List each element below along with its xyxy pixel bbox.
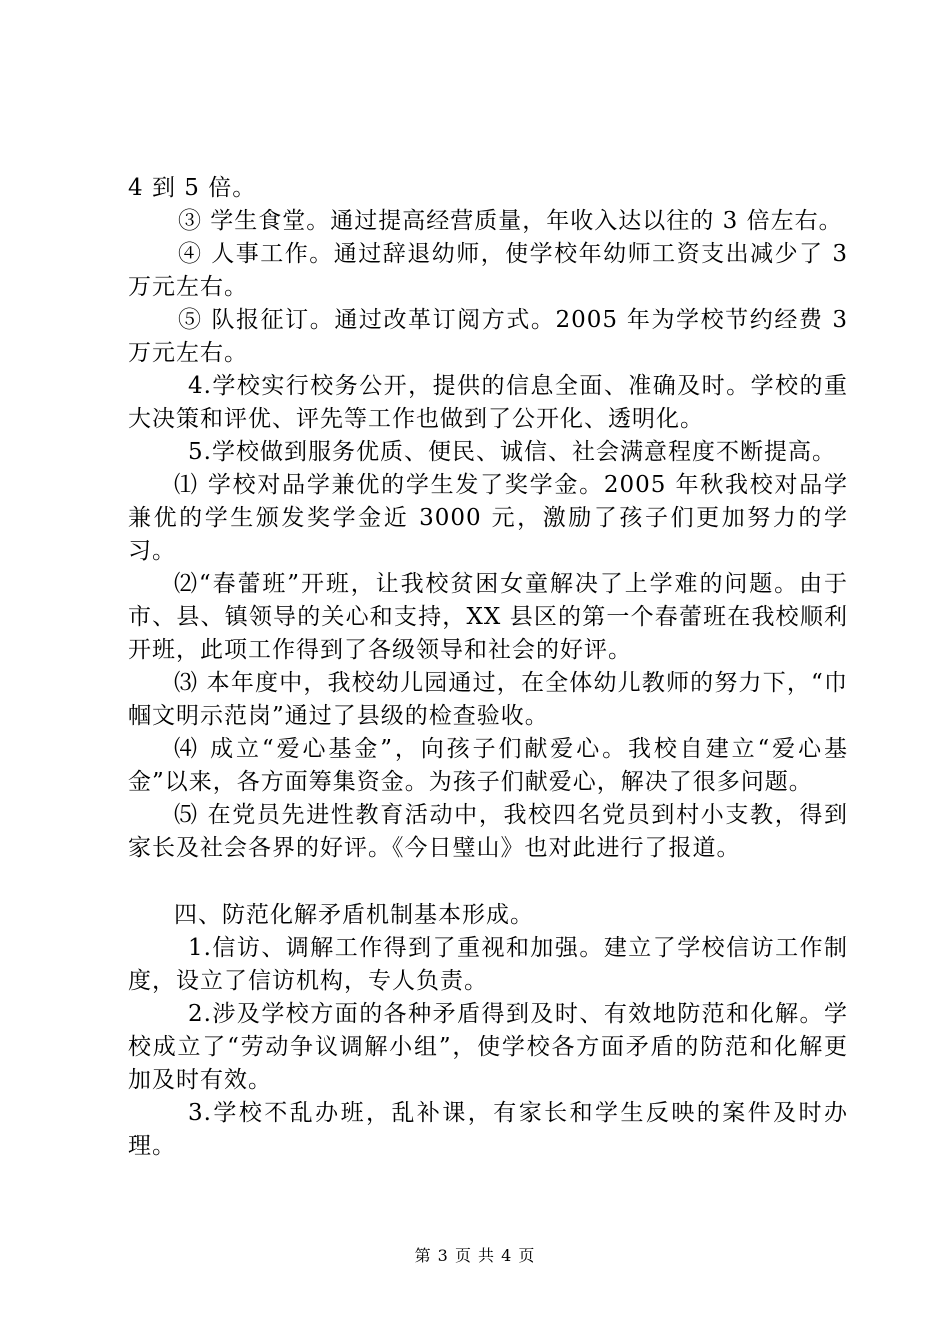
paragraph-sub-1: ⑴ 学校对品学兼优的学生发了奖学金。2005 年秋我校对品学兼优的学生颁发奖学金近 3000 元，激励了孩子们更加努力的学习。 xyxy=(128,472,848,564)
section-item-3: 3.学校不乱办班，乱补课，有家长和学生反映的案件及时办理。 xyxy=(128,1100,848,1159)
section-spacer xyxy=(128,865,848,899)
section-item-2: 2.涉及学校方面的各种矛盾得到及时、有效地防范和化解。学校成立了“劳动争议调解小组”，使学校各方面矛盾的防范和化解更加及时有效。 xyxy=(128,1001,848,1093)
paragraph-sub-2: ⑵“春蕾班”开班，让我校贫困女童解决了上学难的问题。由于市、县、镇领导的关心和支持，XX 县区的第一个春蕾班在我校顺利开班，此项工作得到了各级领导和社会的好评。 xyxy=(128,571,848,663)
paragraph-point-4: 4.学校实行校务公开，提供的信息全面、准确及时。学校的重大决策和评优、评先等工作也做到了公开化、透明化。 xyxy=(128,373,848,432)
paragraph-continuation: 4 到 5 倍。 xyxy=(128,175,257,201)
paragraph-point-5: 5.学校做到服务优质、便民、诚信、社会满意程度不断提高。 xyxy=(188,439,836,465)
section-heading: 四、防范化解矛盾机制基本形成。 xyxy=(174,902,534,928)
paragraph-sub-5: ⑸ 在党员先进性教育活动中，我校四名党员到村小支教，得到家长及社会各界的好评。《今日璧山》也对此进行了报道。 xyxy=(128,802,848,861)
page-footer xyxy=(0,1243,950,1266)
document-body xyxy=(128,172,848,1163)
paragraph-sub-4: ⑷ 成立“爱心基金”，向孩子们献爱心。我校自建立“爱心基金”以来，各方面筹集资金。为孩子们献爱心，解决了很多问题。 xyxy=(128,736,848,795)
paragraph-item-3: ③ 学生食堂。通过提高经营质量，年收入达以往的 3 倍左右。 xyxy=(178,208,843,234)
section-item-1: 1.信访、调解工作得到了重视和加强。建立了学校信访工作制度，设立了信访机构，专人负责。 xyxy=(128,935,848,994)
page-number-label: 第 3 页 共 4 页 xyxy=(414,1246,536,1265)
paragraph-item-4: ④ 人事工作。通过辞退幼师，使学校年幼师工资支出减少了 3 万元左右。 xyxy=(128,241,848,300)
paragraph-sub-3: ⑶ 本年度中，我校幼儿园通过，在全体幼儿教师的努力下，“巾帼文明示范岗”通过了县级的检查验收。 xyxy=(128,670,848,729)
paragraph-item-5: ⑤ 队报征订。通过改革订阅方式。2005 年为学校节约经费 3 万元左右。 xyxy=(128,307,848,366)
